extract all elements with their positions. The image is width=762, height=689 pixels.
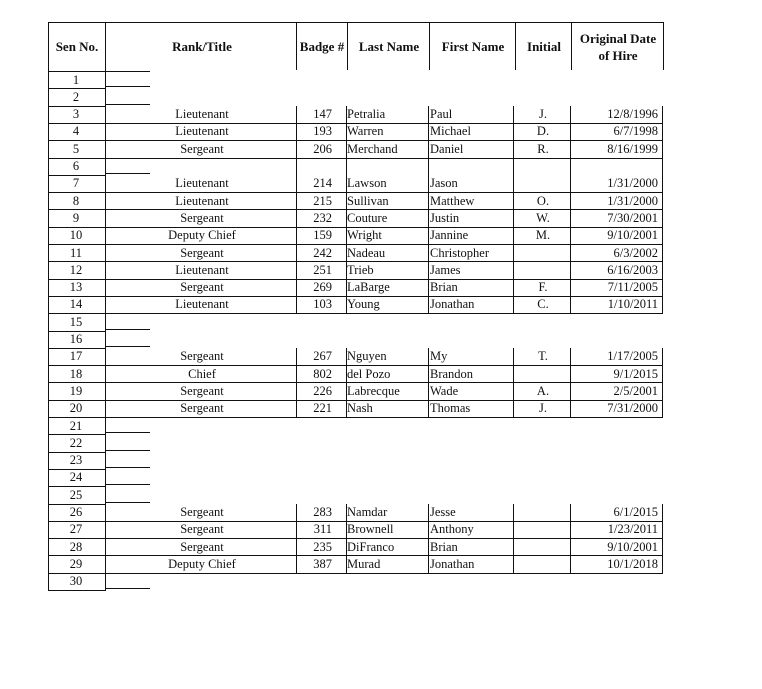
- first-name-cell: Jonathan: [430, 297, 475, 312]
- rule-line: [48, 400, 106, 401]
- rule-line: [296, 106, 297, 314]
- last-name-cell: Brownell: [347, 522, 394, 537]
- last-name-cell: Wright: [347, 228, 382, 243]
- rule-line: [106, 173, 150, 174]
- rule-line: [48, 244, 106, 245]
- rule-line: [106, 261, 296, 262]
- rule-line: [48, 521, 106, 522]
- hire-date-cell: 7/30/2001: [607, 210, 658, 225]
- rule-line: [48, 71, 106, 72]
- badge-cell: 215: [313, 193, 332, 208]
- sen-no-cell: 14: [69, 297, 83, 312]
- rule-line: [106, 502, 150, 503]
- rule-line: [48, 590, 106, 591]
- rule-line: [106, 158, 296, 159]
- rule-line: [106, 346, 150, 347]
- rank-cell: Lieutenant: [175, 124, 229, 139]
- last-name-cell: Namdar: [347, 505, 388, 519]
- rank-cell: Sergeant: [180, 522, 224, 537]
- initial-cell: J.: [539, 401, 547, 416]
- rule-line: [296, 192, 663, 193]
- badge-cell: 147: [313, 107, 332, 122]
- rule-line: [515, 22, 516, 70]
- header-hire-date-line1: Original Date: [579, 31, 657, 46]
- sen-no-cell: 7: [72, 176, 80, 191]
- rule-line: [296, 261, 663, 262]
- rule-line: [48, 140, 106, 141]
- rank-cell: Sergeant: [180, 280, 224, 295]
- first-name-cell: Brian: [430, 539, 458, 554]
- rule-line: [48, 348, 106, 349]
- last-name-cell: Petralia: [347, 107, 386, 122]
- hire-date-cell: 6/3/2002: [613, 245, 658, 260]
- rank-cell: Lieutenant: [175, 262, 229, 277]
- rule-line: [429, 22, 430, 70]
- initial-cell: A.: [536, 383, 550, 398]
- badge-cell: 206: [313, 141, 332, 156]
- rule-line: [428, 348, 429, 417]
- badge-cell: 193: [313, 124, 332, 139]
- rule-line: [296, 521, 663, 522]
- header-first-name: First Name: [441, 39, 505, 54]
- rule-line: [106, 588, 150, 589]
- badge-cell: 283: [313, 505, 332, 519]
- rule-line: [106, 382, 296, 383]
- rule-line: [106, 244, 296, 245]
- rule-line: [296, 123, 663, 124]
- rule-line: [48, 452, 106, 453]
- rank-cell: Sergeant: [180, 141, 224, 156]
- last-name-cell: Young: [347, 297, 380, 312]
- last-name-cell: Nash: [347, 401, 373, 416]
- first-name-cell: My: [430, 349, 448, 364]
- rule-line: [106, 484, 150, 485]
- rule-line: [346, 348, 347, 417]
- rule-line: [48, 296, 106, 297]
- rank-cell: Chief: [188, 366, 216, 381]
- rule-line: [105, 22, 106, 590]
- sen-no-cell: 17: [69, 349, 83, 364]
- rule-line: [48, 88, 106, 89]
- badge-cell: 103: [313, 297, 332, 312]
- first-name-cell: Brandon: [430, 366, 474, 381]
- sen-no-cell: 20: [69, 401, 83, 416]
- rank-cell: Lieutenant: [175, 107, 229, 122]
- rule-line: [106, 71, 150, 72]
- hire-date-cell: 1/10/2011: [607, 297, 658, 312]
- badge-cell: 311: [313, 522, 332, 537]
- sen-no-cell: 11: [69, 245, 83, 260]
- header-hire-date-line2: of Hire: [598, 48, 638, 63]
- rule-line: [106, 209, 296, 210]
- rule-line: [428, 106, 429, 314]
- rule-line: [663, 22, 664, 70]
- header-last-name: Last Name: [358, 39, 420, 54]
- rank-cell: Sergeant: [180, 349, 224, 364]
- sen-no-cell: 25: [69, 487, 83, 502]
- rule-line: [571, 22, 572, 70]
- header-badge: Badge #: [299, 39, 345, 54]
- hire-date-cell: 10/1/2018: [607, 556, 658, 571]
- last-name-cell: DiFranco: [347, 539, 395, 554]
- first-name-cell: Anthony: [430, 522, 474, 537]
- rank-cell: Deputy Chief: [168, 556, 236, 571]
- first-name-cell: Jason: [430, 176, 458, 191]
- badge-cell: 232: [313, 210, 332, 225]
- hire-date-cell: 9/1/2015: [613, 366, 658, 381]
- hire-date-cell: 1/31/2000: [607, 176, 658, 191]
- last-name-cell: Nguyen: [347, 349, 387, 364]
- hire-date-cell: 6/16/2003: [607, 262, 658, 277]
- hire-date-cell: 12/8/1996: [607, 107, 658, 122]
- initial-cell: O.: [536, 193, 550, 208]
- rule-line: [296, 296, 663, 297]
- sen-no-cell: 13: [69, 280, 83, 295]
- rule-line: [662, 348, 663, 417]
- rule-line: [428, 504, 429, 573]
- rule-line: [106, 365, 296, 366]
- rule-line: [106, 329, 150, 330]
- rule-line: [48, 192, 106, 193]
- rule-line: [106, 296, 296, 297]
- rule-line: [48, 331, 106, 332]
- rule-line: [106, 432, 150, 433]
- rule-line: [296, 555, 663, 556]
- rule-line: [106, 538, 296, 539]
- rank-cell: Sergeant: [180, 539, 224, 554]
- rule-line: [106, 192, 296, 193]
- initial-cell: D.: [536, 124, 550, 139]
- initial-cell: J.: [539, 107, 547, 122]
- rule-line: [346, 106, 347, 314]
- last-name-cell: Nadeau: [347, 245, 386, 260]
- first-name-cell: Jonathan: [430, 556, 475, 571]
- rule-line: [296, 417, 663, 418]
- sen-no-cell: 21: [69, 418, 83, 433]
- last-name-cell: Couture: [347, 210, 388, 225]
- rule-line: [662, 504, 663, 573]
- rule-line: [347, 22, 348, 70]
- rule-line: [296, 227, 663, 228]
- sen-no-cell: 27: [69, 522, 83, 537]
- first-name-cell: Jannine: [430, 228, 469, 243]
- rule-line: [513, 348, 514, 417]
- rule-line: [106, 123, 296, 124]
- hire-date-cell: 9/10/2001: [607, 539, 658, 554]
- rule-line: [296, 158, 663, 159]
- rule-line: [106, 417, 296, 418]
- rule-line: [48, 469, 106, 470]
- sen-no-cell: 22: [69, 435, 83, 450]
- initial-cell: C.: [537, 297, 549, 312]
- sen-no-cell: 10: [69, 228, 83, 243]
- rule-line: [106, 227, 296, 228]
- rule-line: [570, 106, 571, 314]
- rank-cell: Sergeant: [180, 210, 224, 225]
- rule-line: [48, 417, 106, 418]
- rank-cell: Sergeant: [180, 505, 224, 519]
- rule-line: [48, 22, 49, 590]
- sen-no-cell: 12: [69, 262, 83, 277]
- header-rank-title: Rank/Title: [172, 39, 232, 54]
- rule-line: [48, 365, 106, 366]
- sen-no-cell: 16: [69, 332, 83, 346]
- rule-line: [48, 486, 106, 487]
- badge-cell: 387: [313, 556, 332, 571]
- sen-no-cell: 1: [72, 72, 80, 87]
- rule-line: [296, 22, 297, 70]
- sen-no-cell: 23: [69, 453, 83, 468]
- last-name-cell: Labrecque: [347, 383, 400, 398]
- badge-cell: 267: [313, 349, 332, 364]
- badge-cell: 235: [313, 539, 332, 554]
- first-name-cell: Wade: [430, 383, 459, 398]
- sen-no-cell: 9: [72, 210, 80, 225]
- last-name-cell: Trieb: [347, 262, 374, 277]
- header-sen-no: Sen No.: [55, 39, 99, 54]
- hire-date-cell: 6/7/1998: [613, 124, 658, 139]
- rank-cell: Sergeant: [180, 245, 224, 260]
- rule-line: [48, 261, 106, 262]
- rank-cell: Deputy Chief: [168, 228, 236, 243]
- rule-line: [296, 573, 663, 574]
- rule-line: [48, 573, 106, 574]
- initial-cell: M.: [535, 228, 551, 243]
- badge-cell: 269: [313, 280, 332, 295]
- rule-line: [296, 538, 663, 539]
- sen-no-cell: 3: [72, 107, 80, 122]
- rule-line: [296, 365, 663, 366]
- last-name-cell: Sullivan: [347, 193, 389, 208]
- hire-date-cell: 2/5/2001: [613, 383, 658, 398]
- last-name-cell: Murad: [347, 556, 381, 571]
- rule-line: [296, 348, 297, 417]
- rule-line: [513, 504, 514, 573]
- sen-no-cell: 29: [69, 556, 83, 571]
- rule-line: [106, 555, 296, 556]
- rule-line: [106, 450, 150, 451]
- rule-line: [48, 158, 106, 159]
- hire-date-cell: 7/31/2000: [607, 401, 658, 416]
- first-name-cell: Justin: [430, 210, 460, 225]
- rule-line: [106, 86, 150, 87]
- rule-line: [296, 244, 663, 245]
- rule-line: [48, 227, 106, 228]
- badge-cell: 251: [313, 262, 332, 277]
- first-name-cell: Matthew: [430, 193, 475, 208]
- rule-line: [296, 209, 663, 210]
- rule-line: [662, 106, 663, 314]
- sen-no-cell: 24: [69, 470, 83, 485]
- sen-no-cell: 2: [72, 89, 80, 104]
- rule-line: [48, 123, 106, 124]
- badge-cell: 159: [313, 228, 332, 243]
- rank-cell: Lieutenant: [175, 193, 229, 208]
- sen-no-cell: 6: [72, 159, 80, 173]
- rule-line: [48, 555, 106, 556]
- hire-date-cell: 9/10/2001: [607, 228, 658, 243]
- first-name-cell: Paul: [430, 107, 453, 122]
- rule-line: [48, 313, 106, 314]
- sen-no-cell: 8: [72, 193, 80, 208]
- rule-line: [106, 313, 296, 314]
- sen-no-cell: 19: [69, 383, 83, 398]
- first-name-cell: Thomas: [430, 401, 471, 416]
- sen-no-cell: 15: [69, 314, 83, 329]
- hire-date-cell: 6/1/2015: [613, 505, 658, 519]
- rule-line: [48, 209, 106, 210]
- rule-line: [48, 382, 106, 383]
- rule-line: [106, 573, 296, 574]
- first-name-cell: Jesse: [430, 505, 456, 519]
- badge-cell: 214: [313, 176, 332, 191]
- badge-cell: 242: [313, 245, 332, 260]
- first-name-cell: Brian: [430, 280, 458, 295]
- hire-date-cell: 1/23/2011: [607, 522, 658, 537]
- rule-line: [106, 140, 296, 141]
- rank-cell: Sergeant: [180, 383, 224, 398]
- first-name-cell: James: [430, 262, 461, 277]
- last-name-cell: del Pozo: [347, 366, 391, 381]
- rank-cell: Sergeant: [180, 401, 224, 416]
- rule-line: [346, 504, 347, 573]
- rule-line: [48, 279, 106, 280]
- rule-line: [570, 504, 571, 573]
- sen-no-cell: 18: [69, 366, 83, 381]
- rule-line: [296, 313, 663, 314]
- hire-date-cell: 8/16/1999: [607, 141, 658, 156]
- hire-date-cell: 1/31/2000: [607, 193, 658, 208]
- rule-line: [570, 348, 571, 417]
- sen-no-cell: 30: [69, 574, 83, 589]
- header-hire-date: [572, 30, 664, 64]
- rule-line: [48, 175, 106, 176]
- rule-line: [296, 400, 663, 401]
- rule-line: [48, 106, 106, 107]
- first-name-cell: Christopher: [430, 245, 490, 260]
- initial-cell: T.: [538, 349, 548, 364]
- sen-no-cell: 28: [69, 539, 83, 554]
- sen-no-cell: 5: [72, 141, 80, 156]
- rule-line: [48, 538, 106, 539]
- badge-cell: 221: [313, 401, 332, 416]
- first-name-cell: Daniel: [430, 141, 464, 156]
- last-name-cell: LaBarge: [347, 280, 390, 295]
- rule-line: [296, 279, 663, 280]
- first-name-cell: Michael: [430, 124, 471, 139]
- rank-cell: Lieutenant: [175, 297, 229, 312]
- last-name-cell: Warren: [347, 124, 384, 139]
- hire-date-cell: 7/11/2005: [607, 280, 658, 295]
- rule-line: [296, 382, 663, 383]
- sen-no-cell: 26: [69, 505, 83, 519]
- badge-cell: 226: [313, 383, 332, 398]
- last-name-cell: Lawson: [347, 176, 387, 191]
- rule-line: [106, 104, 150, 105]
- hire-date-cell: 1/17/2005: [607, 349, 658, 364]
- rule-line: [48, 504, 106, 505]
- initial-cell: W.: [536, 210, 550, 225]
- sen-no-cell: 4: [72, 124, 80, 139]
- rule-line: [106, 279, 296, 280]
- rule-line: [106, 467, 150, 468]
- rule-line: [513, 106, 514, 314]
- last-name-cell: Merchand: [347, 141, 398, 156]
- rule-line: [296, 504, 297, 573]
- rank-cell: Lieutenant: [175, 176, 229, 191]
- rule-line: [48, 434, 106, 435]
- header-initial: Initial: [527, 39, 561, 54]
- rule-line: [296, 140, 663, 141]
- badge-cell: 802: [313, 366, 332, 381]
- initial-cell: F.: [538, 280, 548, 295]
- rule-line: [106, 400, 296, 401]
- initial-cell: R.: [537, 141, 549, 156]
- rule-line: [106, 521, 296, 522]
